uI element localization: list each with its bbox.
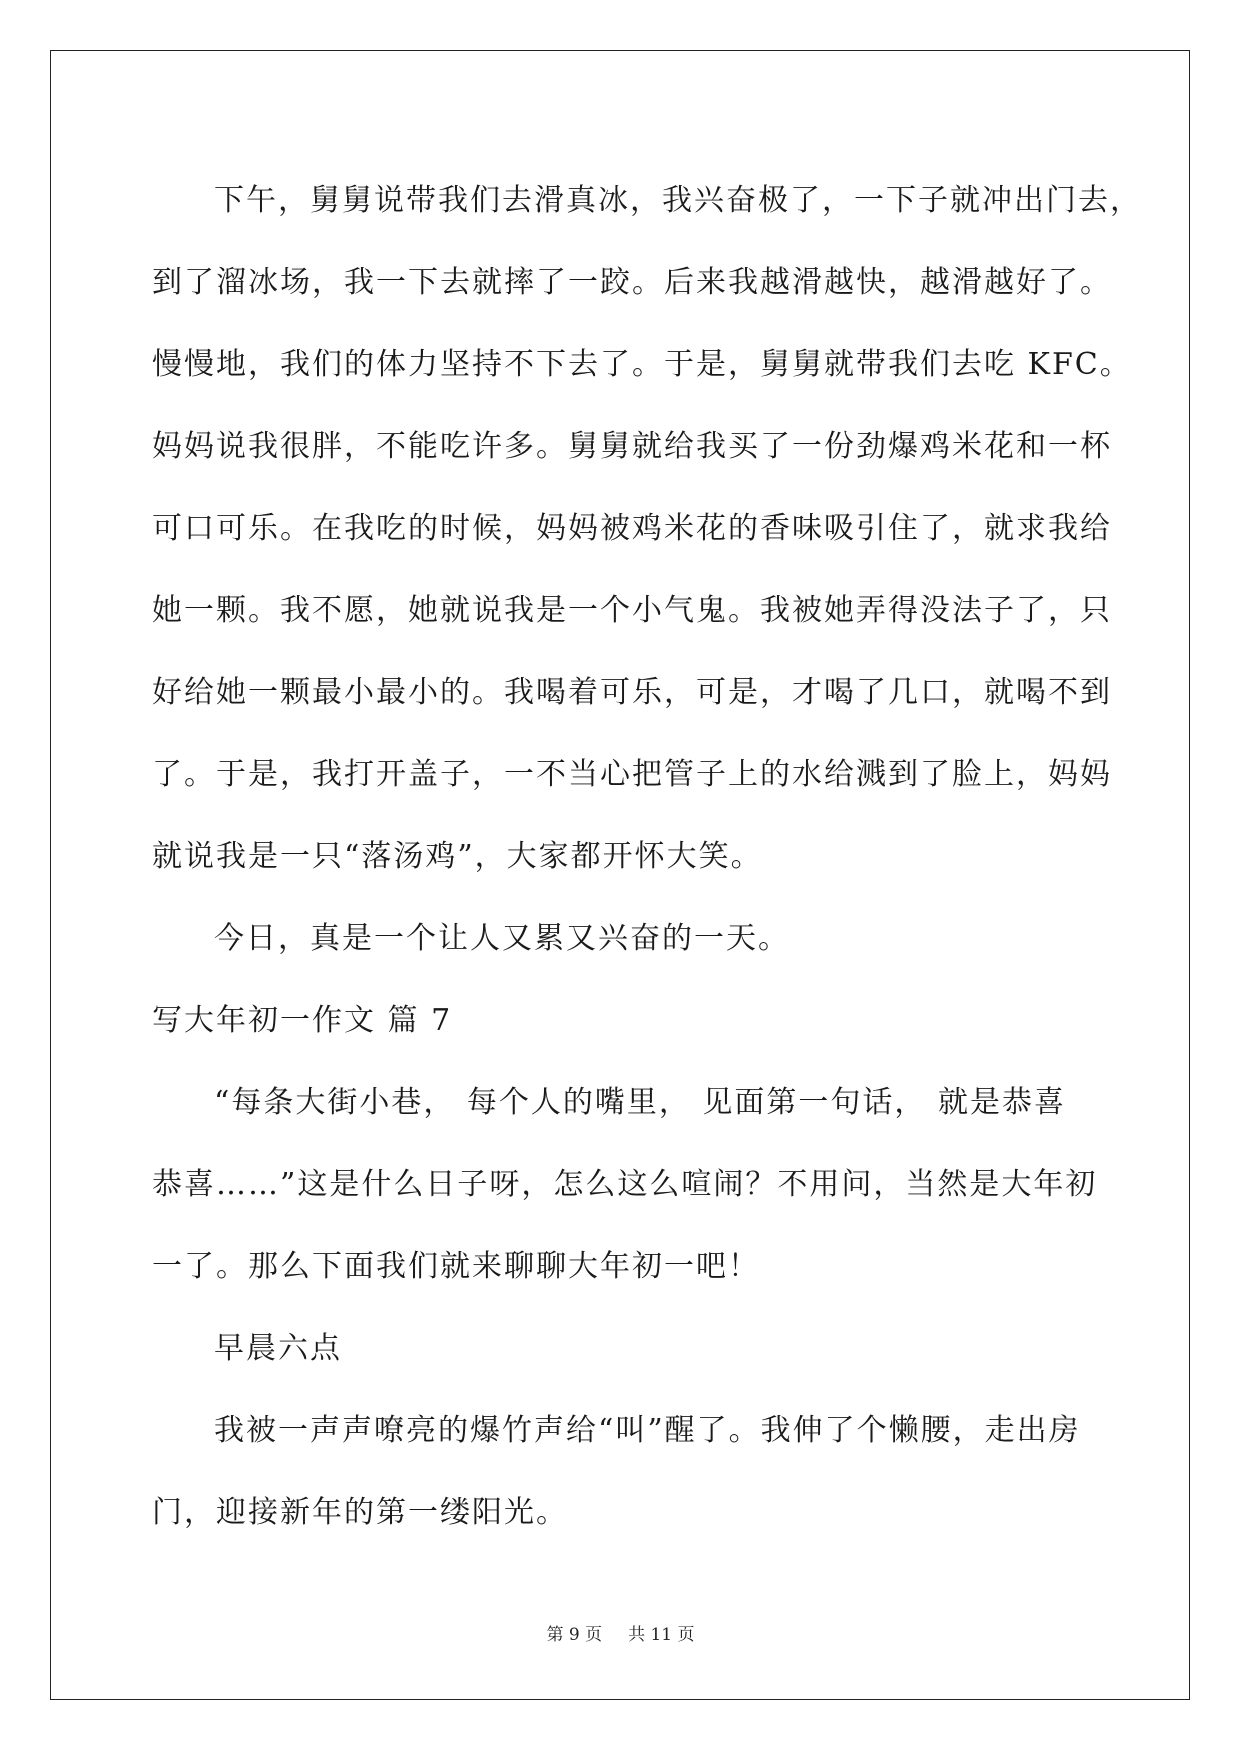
text-line: 她一颗。我不愿，她就说我是一个小气鬼。我被她弄得没法子了，只 <box>152 593 1112 628</box>
page-footer <box>0 1620 1241 1645</box>
text-line: 到了溜冰场，我一下去就摔了一跤。后来我越滑越快，越滑越好了。 <box>152 265 1112 300</box>
text-line: 门，迎接新年的第一缕阳光。 <box>152 1495 568 1530</box>
text-line: 下午，舅舅说带我们去滑真冰，我兴奋极了，一下子就冲出门去， <box>214 183 1142 218</box>
section-heading: 写大年初一作文 篇 7 <box>152 1003 453 1038</box>
text-line: 一了。那么下面我们就来聊聊大年初一吧！ <box>152 1249 760 1284</box>
text-line: 我被一声声嘹亮的爆竹声给“叫”醒了。我伸了个懒腰，走出房 <box>214 1413 1081 1448</box>
page-total: 共 11 页 <box>628 1625 695 1645</box>
document-body <box>152 160 1142 1554</box>
text-line: “每条大街小巷， 每个人的嘴里， 见面第一句话， 就是恭喜 <box>214 1085 1066 1120</box>
text-line: 好给她一颗最小最小的。我喝着可乐，可是，才喝了几口，就喝不到 <box>152 675 1112 710</box>
text-line: 就说我是一只“落汤鸡”，大家都开怀大笑。 <box>152 839 763 874</box>
text-line: 可口可乐。在我吃的时候，妈妈被鸡米花的香味吸引住了，就求我给 <box>152 511 1112 546</box>
page-number: 第 9 页 <box>546 1625 603 1645</box>
text-line: 恭喜……”这是什么日子呀，怎么这么喧闹？不用问，当然是大年初 <box>152 1167 1098 1202</box>
text-line: 了。于是，我打开盖子，一不当心把管子上的水给溅到了脸上，妈妈 <box>152 757 1112 792</box>
text-line: 妈妈说我很胖，不能吃许多。舅舅就给我买了一份劲爆鸡米花和一杯 <box>152 429 1112 464</box>
text-line: 早晨六点 <box>214 1331 342 1366</box>
text-line: 今日，真是一个让人又累又兴奋的一天。 <box>214 921 790 956</box>
text-line: 慢慢地，我们的体力坚持不下去了。于是，舅舅就带我们去吃 KFC。 <box>152 347 1132 382</box>
